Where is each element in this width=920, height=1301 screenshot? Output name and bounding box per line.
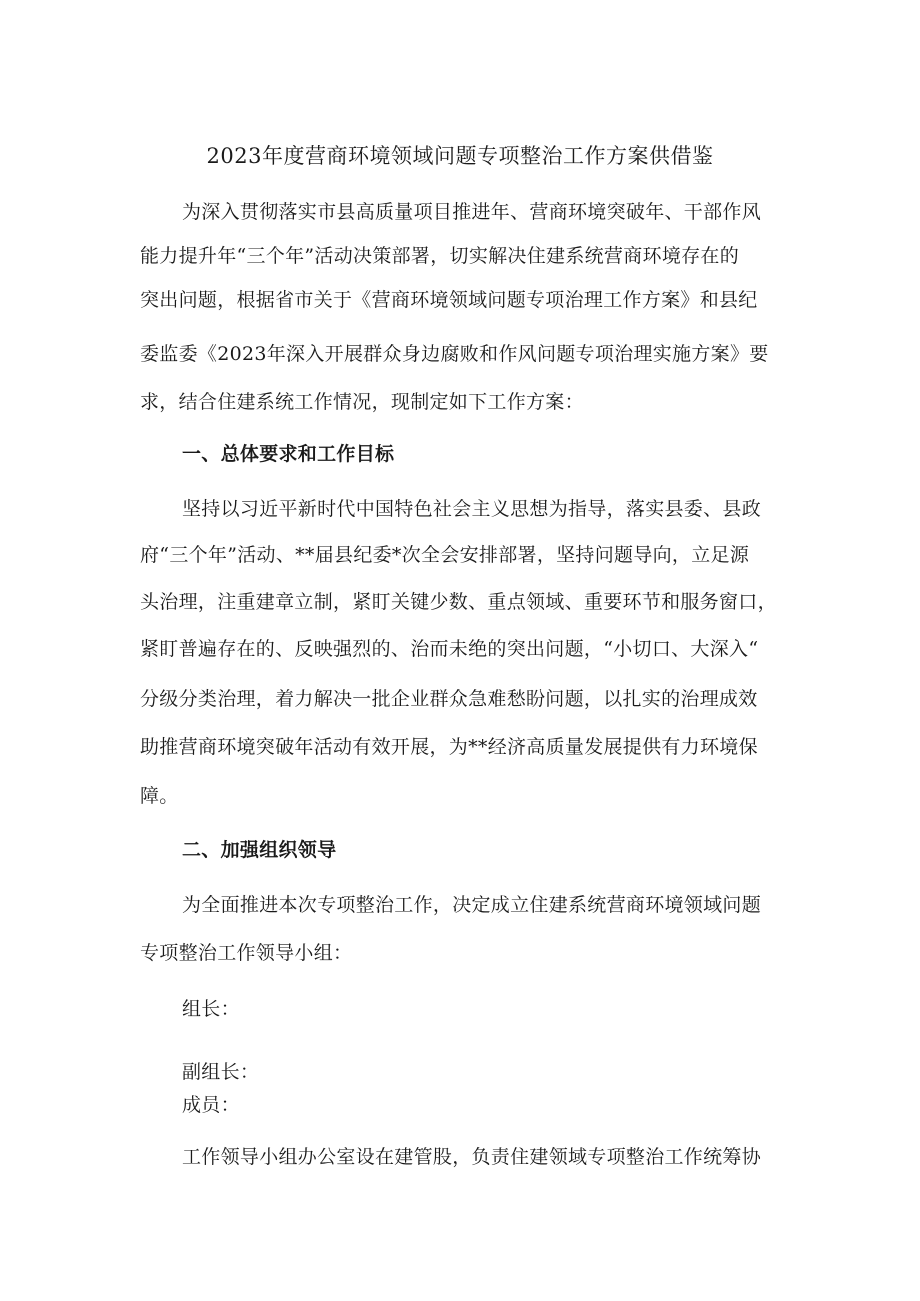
section-heading-1: 一、总体要求和工作目标	[182, 443, 395, 465]
paragraph-line: 头治理，注重建章立制，紧盯关键少数、重点领域、重要环节和服务窗口，	[140, 591, 777, 613]
paragraph-line: 府“三个年”活动、**届县纪委*次全会安排部署，坚持问题导向，立足源	[140, 544, 750, 566]
paragraph-line: 障。	[140, 785, 179, 807]
paragraph-line: 委监委《2023年深入开展群众身边腐败和作风问题专项治理实施方案》要	[140, 343, 769, 365]
members-label: 成员：	[182, 1094, 240, 1116]
paragraph-line: 求，结合住建系统工作情况，现制定如下工作方案：	[140, 391, 584, 413]
paragraph-line: 为深入贯彻落实市县高质量项目推进年、营商环境突破年、干部作风	[182, 201, 762, 223]
section-heading-2: 二、加强组织领导	[182, 839, 337, 861]
paragraph-line: 专项整治工作领导小组：	[140, 942, 353, 964]
paragraph-line: 紧盯普遍存在的、反映强烈的、治而未绝的突出问题，“小切口、大深入“	[140, 638, 759, 660]
paragraph-line: 为全面推进本次专项整治工作，决定成立住建系统营商环境领域问题	[182, 894, 762, 916]
document-title: 2023年度营商环境领域问题专项整治工作方案供借鉴	[206, 144, 714, 168]
paragraph-line: 工作领导小组办公室设在建管股，负责住建领域专项整治工作统筹协	[182, 1146, 762, 1168]
leader-label: 组长：	[182, 998, 240, 1020]
paragraph-line: 坚持以习近平新时代中国特色社会主义思想为指导，落实县委、县政	[182, 498, 762, 520]
paragraph-line: 能力提升年“三个年”活动决策部署，切实解决住建系统营商环境存在的	[140, 245, 740, 267]
paragraph-line: 突出问题，根据省市关于《营商环境领域问题专项治理工作方案》和县纪	[140, 289, 758, 311]
paragraph-line: 分级分类治理，着力解决一批企业群众急难愁盼问题，以扎实的治理成效	[140, 688, 758, 710]
paragraph-line: 助推营商环境突破年活动有效开展，为**经济高质量发展提供有力环境保	[140, 736, 758, 758]
deputy-leader-label: 副组长：	[182, 1061, 260, 1083]
